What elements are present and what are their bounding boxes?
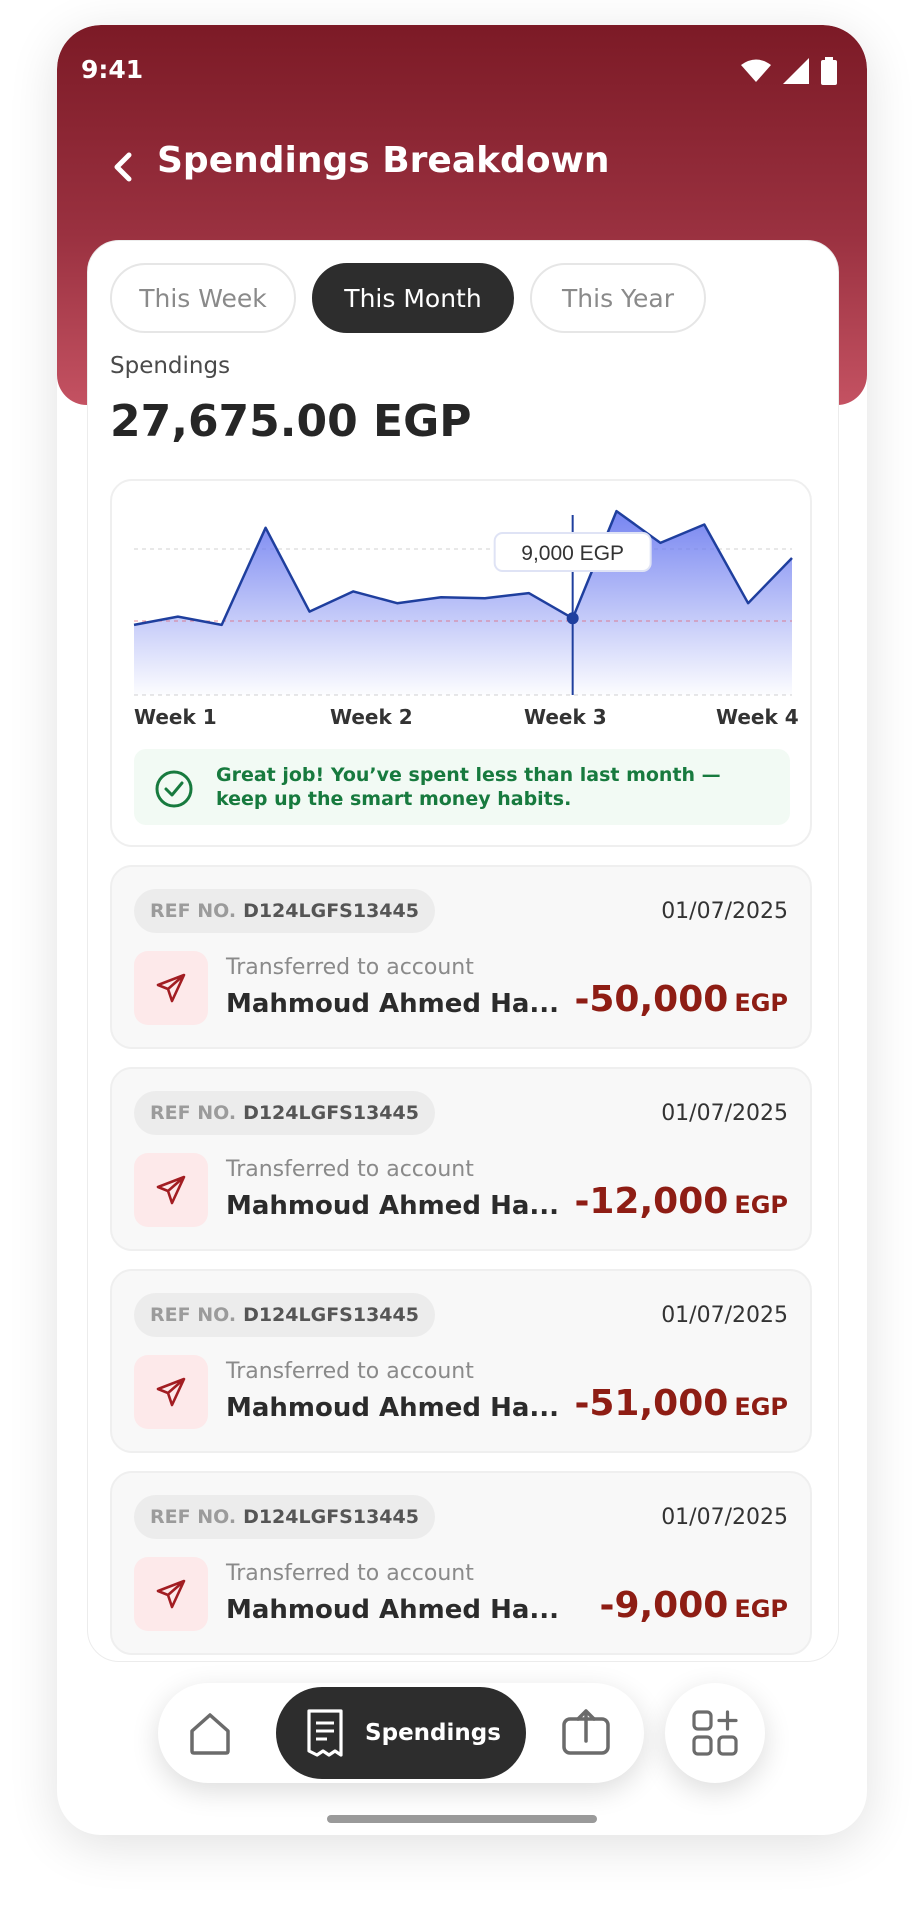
transaction-date: 01/07/2025 [661,1505,788,1530]
ref-number: D124LGFS13445 [243,900,419,922]
battery-icon [821,57,837,85]
transfer-icon-tile [134,951,208,1025]
transaction-date: 01/07/2025 [661,899,788,924]
transaction-subtitle: Transferred to account [226,1157,474,1182]
transaction-date: 01/07/2025 [661,1101,788,1126]
ref-label: REF NO. [150,1506,237,1528]
transaction-amount [574,1181,788,1222]
period-tabs [110,263,706,333]
x-tick-week-3: Week 3 [524,705,607,729]
amount-value: -9,000 [599,1585,729,1626]
amount-value: -50,000 [574,979,729,1020]
recipient-name: Mahmoud Ahmed Ha... [226,1191,560,1221]
transaction-subtitle: Transferred to account [226,955,474,980]
wifi-icon [741,59,771,83]
home-icon[interactable] [182,1705,238,1761]
transaction-date: 01/07/2025 [661,1303,788,1328]
transfer-icon-tile [134,1153,208,1227]
x-tick-week-4: Week 4 [716,705,799,729]
nav-item-spendings[interactable] [276,1687,526,1779]
back-arrow-icon[interactable] [103,145,143,189]
receipt-icon [301,1707,349,1759]
status-time: 9:41 [81,55,144,84]
x-tick-week-1: Week 1 [134,705,217,729]
recipient-name: Mahmoud Ahmed Ha... [226,1393,560,1423]
bottom-navigation [158,1683,644,1783]
signal-icon [783,58,809,84]
transfer-out-icon[interactable] [558,1705,614,1761]
status-icons [741,57,837,85]
ref-badge [134,1495,435,1539]
spending-chart [110,479,812,847]
recipient-name: Mahmoud Ahmed Ha... [226,989,560,1019]
page-title: Spendings Breakdown [157,140,610,181]
home-indicator[interactable] [327,1815,597,1823]
paper-plane-icon [154,971,188,1005]
ref-badge [134,1293,435,1337]
tooltip-text: 9,000 EGP [521,542,625,565]
ref-label: REF NO. [150,1304,237,1326]
transaction-card[interactable] [110,865,812,1049]
transaction-amount [574,979,788,1020]
ref-label: REF NO. [150,1102,237,1124]
tab-this-year[interactable]: This Year [530,263,706,333]
transaction-subtitle: Transferred to account [226,1561,474,1586]
transfer-icon-tile [134,1355,208,1429]
ref-badge [134,1091,435,1135]
encouragement-banner [134,749,790,825]
recipient-name: Mahmoud Ahmed Ha... [226,1595,560,1625]
ref-badge [134,889,435,933]
paper-plane-icon [154,1173,188,1207]
phone-screen [57,25,867,1835]
highlight-point[interactable] [567,612,579,624]
amount-currency: EGP [734,1191,788,1219]
paper-plane-icon [154,1375,188,1409]
transaction-subtitle: Transferred to account [226,1359,474,1384]
transaction-card[interactable] [110,1471,812,1655]
encouragement-text: Great job! You’ve spent less than last month — keep up the smart money habits. [216,764,721,810]
tab-this-month[interactable]: This Month [312,263,514,333]
ref-number: D124LGFS13445 [243,1304,419,1326]
transfer-icon-tile [134,1557,208,1631]
more-services-button[interactable] [665,1683,765,1783]
transaction-card[interactable] [110,1269,812,1453]
spendings-total: 27,675.00 EGP [110,396,472,447]
transaction-amount [600,1585,789,1626]
amount-currency: EGP [734,989,788,1017]
amount-value: -12,000 [574,1181,729,1222]
paper-plane-icon [154,1577,188,1611]
ref-label: REF NO. [150,900,237,922]
ref-number: D124LGFS13445 [243,1102,419,1124]
amount-value: -51,000 [574,1383,729,1424]
nav-spendings-label: Spendings [365,1720,501,1746]
spendings-card [87,240,839,1662]
amount-currency: EGP [734,1595,788,1623]
check-circle-icon [154,769,194,809]
apps-add-icon [690,1708,740,1758]
chart-svg [112,481,814,701]
tab-this-week[interactable]: This Week [110,263,296,333]
transaction-card[interactable] [110,1067,812,1251]
amount-currency: EGP [734,1393,788,1421]
ref-number: D124LGFS13445 [243,1506,419,1528]
transaction-amount [574,1383,788,1424]
x-tick-week-2: Week 2 [330,705,413,729]
spendings-label: Spendings [110,353,231,379]
chart-tooltip [495,533,651,571]
